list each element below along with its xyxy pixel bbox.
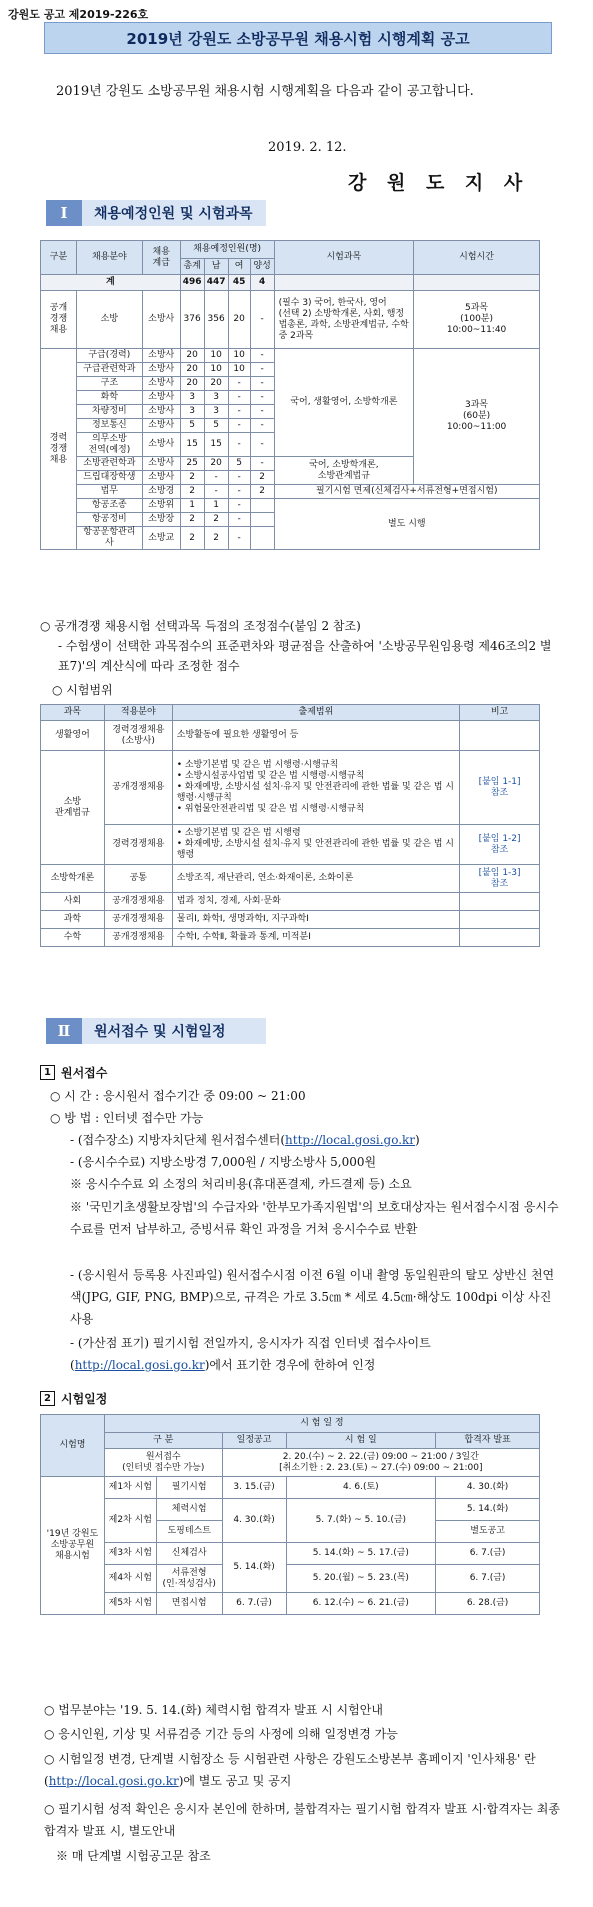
career-both: - <box>250 363 274 377</box>
career-field: 항공운항관리사 <box>76 527 142 550</box>
exam-date: 6. 12.(수) ~ 6. 21.(금) <box>286 1593 436 1615</box>
career-both: 2 <box>250 471 274 485</box>
open-female: 20 <box>228 291 250 349</box>
th-exam-name: 시험명 <box>41 1415 105 1477</box>
scope-field: 공개경쟁채용 <box>104 893 172 911</box>
sum-female: 45 <box>228 275 250 291</box>
career-female: - <box>228 527 250 550</box>
career-total: 1 <box>180 499 204 513</box>
sub2-title: 시험일정 <box>61 1392 108 1406</box>
career-rank: 소방사 <box>142 471 180 485</box>
career-field: 법무 <box>76 485 142 499</box>
scope-range: 소방조직, 재난관리, 연소·화재이론, 소화이론 <box>172 865 459 893</box>
career-total: 20 <box>180 363 204 377</box>
fee-note: ※ 응시수수료 외 소정의 처리비용(휴대폰결제, 카드결제 등) 소요 <box>70 1177 412 1191</box>
exam-item: 면접시험 <box>156 1593 222 1615</box>
th-kind: 구 분 <box>104 1433 222 1449</box>
th-announce: 일정공고 <box>222 1433 286 1449</box>
career-field: 차량정비 <box>76 405 142 419</box>
open-time: 5과목 (100분) 10:00~11:40 <box>414 291 540 349</box>
schedule-table <box>40 1414 540 1615</box>
career-rank: 소방교 <box>142 527 180 550</box>
sub1-number: 1 <box>40 1065 55 1080</box>
career-male: 20 <box>204 377 228 391</box>
announce-date: 3. 15.(금) <box>222 1477 286 1499</box>
scope-subject: 소방학개론 <box>41 865 105 893</box>
career-both: - <box>250 405 274 419</box>
scope-field: 공개경쟁채용 <box>104 929 172 947</box>
career-rank: 소방사 <box>142 419 180 433</box>
career-both <box>250 527 274 550</box>
career-male: 3 <box>204 405 228 419</box>
career-total: 3 <box>180 405 204 419</box>
open-both: - <box>250 291 274 349</box>
law-open-item: • 화재예방, 소방시설 설치·유지 및 안전관리에 관한 법률 및 같은 법 시행령·시행규칙 <box>176 782 454 803</box>
apply-place: - (접수장소) 지방자치단체 원서접수센터(http://local.gosi.go.kr) <box>70 1133 420 1147</box>
law-career-item: • 소방기본법 및 같은 법 시행령 <box>176 828 301 838</box>
apply-method: ○ 방 법 : 인터넷 접수만 가능 <box>50 1111 204 1125</box>
career-rank: 소방사 <box>142 349 180 363</box>
law-open-item: • 소방시설공사업법 및 같은 법 시행령·시행규칙 <box>176 771 365 781</box>
th-subject: 과목 <box>41 705 105 721</box>
scope-subject: 사회 <box>41 893 105 911</box>
career-female: - <box>228 391 250 405</box>
scope-note: [붙임 1-1] 참조 <box>460 751 540 825</box>
th-male: 남 <box>204 259 228 275</box>
section1-number: Ⅰ <box>46 200 82 226</box>
th-both: 양성 <box>250 259 274 275</box>
scope-note: [붙임 1-2] 참조 <box>460 825 540 865</box>
apply-fee: - (응시수수료) 지방소방경 7,000원 / 지방소방사 5,000원 <box>70 1155 377 1169</box>
stage: 제5차 시험 <box>104 1593 156 1615</box>
sum-label: 계 <box>41 275 181 291</box>
career-row <box>41 485 540 499</box>
scope-row <box>41 893 540 911</box>
exam-item: 도핑테스트 <box>156 1521 222 1543</box>
career-male: 5 <box>204 419 228 433</box>
exam-item: 서류전형 (인·적성검사) <box>156 1565 222 1593</box>
career-field: 드립대장학생 <box>76 471 142 485</box>
scope-range: 물리Ⅰ, 화학Ⅰ, 생명과학Ⅰ, 지구과학Ⅰ <box>172 911 459 929</box>
career-female: 10 <box>228 363 250 377</box>
career-total: 20 <box>180 349 204 363</box>
career-female: 5 <box>228 457 250 471</box>
career-total: 25 <box>180 457 204 471</box>
th-range: 출제범위 <box>172 705 459 721</box>
open-subjects: (필수 3) 국어, 한국사, 영어 (선택 2) 소방학개론, 사회, 행정법총론, 과학, 소방관계법규, 수학 중 2과목 <box>274 291 414 349</box>
career-rank: 소방사 <box>142 457 180 471</box>
career-male: 2 <box>204 513 228 527</box>
career-male: 15 <box>204 433 228 457</box>
th-headcount: 채용예정인원(명) <box>180 241 274 259</box>
exam-date: 5. 7.(화) ~ 5. 10.(금) <box>286 1499 436 1543</box>
scope-field: 공통 <box>104 865 172 893</box>
career-field: 화학 <box>76 391 142 405</box>
scope-field: 공개경쟁채용 <box>104 911 172 929</box>
announce-date: 5. 14.(화) <box>222 1543 286 1593</box>
career-female: - <box>228 405 250 419</box>
scope-row <box>41 911 540 929</box>
career-male: 1 <box>204 499 228 513</box>
scope-subject: 생활영어 <box>41 721 105 751</box>
fee-exempt-note: ※ '국민기초생활보장법'의 수급자와 '한부모가족지원법'의 보호대상자는 원서접수시점 응시수수료를 먼저 납부하고, 증빙서류 확인 과정을 거쳐 응시수수료 반환 <box>70 1200 559 1236</box>
scope-table <box>40 704 540 947</box>
scope-row <box>41 751 540 825</box>
exam-item: 체력시험 <box>156 1499 222 1521</box>
scope-note: [붙임 1-3] 참조 <box>460 865 540 893</box>
sched-row <box>41 1543 540 1565</box>
gosi-link[interactable]: http://local.gosi.go.kr <box>48 1774 179 1788</box>
scope-row <box>41 865 540 893</box>
career-field: 구급(경력) <box>76 349 142 363</box>
career-both: 2 <box>250 485 274 499</box>
th-category: 구분 <box>41 241 77 275</box>
section1-header <box>46 200 266 226</box>
th-female: 여 <box>228 259 250 275</box>
open-total: 376 <box>180 291 204 349</box>
career-female: - <box>228 377 250 391</box>
career-both: - <box>250 457 274 471</box>
th-apply-field: 적용분야 <box>104 705 172 721</box>
sum-row <box>41 275 540 291</box>
scope-row <box>41 929 540 947</box>
scope-subject: 수학 <box>41 929 105 947</box>
career-both <box>250 499 274 513</box>
career-subjects-a: 국어, 생활영어, 소방학개론 <box>274 349 414 457</box>
open-rank: 소방사 <box>142 291 180 349</box>
result-date: 5. 14.(화) <box>436 1499 540 1521</box>
career-total: 2 <box>180 527 204 550</box>
career-female: - <box>228 499 250 513</box>
career-total: 2 <box>180 471 204 485</box>
career-both <box>250 513 274 527</box>
th-total: 총계 <box>180 259 204 275</box>
scope-row <box>41 721 540 751</box>
career-rank: 소방사 <box>142 433 180 457</box>
career-group: 경력 경쟁 채용 <box>41 349 77 550</box>
career-female: - <box>228 485 250 499</box>
career-time: 3과목 (60분) 10:00~11:00 <box>414 349 540 485</box>
career-total: 3 <box>180 391 204 405</box>
career-rank: 소방사 <box>142 363 180 377</box>
notice-number: 강원도 공고 제2019-226호 <box>8 8 149 21</box>
career-both: - <box>250 419 274 433</box>
career-field: 소방관련학과 <box>76 457 142 471</box>
stage: 제4차 시험 <box>104 1565 156 1593</box>
career-female: - <box>228 471 250 485</box>
career-row <box>41 499 540 513</box>
sum-male: 447 <box>204 275 228 291</box>
open-field: 소방 <box>76 291 142 349</box>
scope-range: 법과 정치, 경제, 사회·문화 <box>172 893 459 911</box>
announce-date: 4. 30.(화) <box>222 1499 286 1543</box>
section2-title: 원서접수 및 시험일정 <box>82 1018 266 1044</box>
career-total: 2 <box>180 485 204 499</box>
career-row <box>41 349 540 363</box>
career-field: 의무소방 전역(예정) <box>76 433 142 457</box>
announce-date: 6. 7.(금) <box>222 1593 286 1615</box>
th-remark: 비고 <box>460 705 540 721</box>
result-date: 4. 30.(화) <box>436 1477 540 1499</box>
scope-range <box>172 751 459 825</box>
scope-range: 수학Ⅰ, 수학Ⅱ, 확률과 통계, 미적분Ⅰ <box>172 929 459 947</box>
career-field: 정보통신 <box>76 419 142 433</box>
career-both: - <box>250 433 274 457</box>
stage: 제3차 시험 <box>104 1543 156 1565</box>
result-date: 별도공고 <box>436 1521 540 1543</box>
career-field: 구조 <box>76 377 142 391</box>
section2-number: Ⅱ <box>46 1018 82 1044</box>
career-rank: 소방사 <box>142 391 180 405</box>
career-rank: 소방장 <box>142 513 180 527</box>
section1-title: 채용예정인원 및 시험과목 <box>82 200 266 226</box>
career-female: - <box>228 513 250 527</box>
career-field: 구급관련학과 <box>76 363 142 377</box>
apply-label: 원서접수 (인터넷 접수만 가능) <box>104 1449 222 1477</box>
exam-date: 5. 14.(화) ~ 5. 17.(금) <box>286 1543 436 1565</box>
career-male: - <box>204 471 228 485</box>
final-note-law: ○ 법무분야는 '19. 5. 14.(화) 체력시험 합격자 발표 시 시험안내 <box>44 1703 383 1717</box>
career-total: 2 <box>180 513 204 527</box>
law-open-item: • 소방기본법 및 같은 법 시행령·시행규칙 <box>176 760 339 770</box>
final-note-change: ○ 응시인원, 기상 및 서류검증 기간 등의 사정에 의해 일정변경 가능 <box>44 1727 398 1741</box>
career-both: - <box>250 377 274 391</box>
th-exam-day: 시 험 일 <box>286 1433 436 1449</box>
section2-header <box>46 1018 266 1044</box>
sum-total: 496 <box>180 275 204 291</box>
sched-row <box>41 1593 540 1615</box>
career-total: 15 <box>180 433 204 457</box>
scope-label: ○ 시험범위 <box>52 683 113 697</box>
issuer: 강 원 도 지 사 <box>348 172 530 194</box>
gosi-link[interactable]: http://local.gosi.go.kr <box>74 1358 205 1372</box>
result-date: 6. 28.(금) <box>436 1593 540 1615</box>
career-male: 3 <box>204 391 228 405</box>
scope-subject: 과학 <box>41 911 105 929</box>
career-total: 20 <box>180 377 204 391</box>
sched-row <box>41 1477 540 1499</box>
open-male: 356 <box>204 291 228 349</box>
air-note: 별도 시행 <box>274 499 539 550</box>
career-both: - <box>250 391 274 405</box>
career-rank: 소방사 <box>142 377 180 391</box>
career-field: 항공조종 <box>76 499 142 513</box>
career-rank: 소방경 <box>142 485 180 499</box>
career-total: 5 <box>180 419 204 433</box>
career-field: 항공정비 <box>76 513 142 527</box>
recruit-table <box>40 240 540 550</box>
stage: 제2차 시험 <box>104 1499 156 1543</box>
career-rank: 소방위 <box>142 499 180 513</box>
final-note-score: ○ 필기시험 성적 확인은 응시자 본인에 한하며, 불합격자는 필기시험 합격자 발표 시·합격자는 최종합격자 발표 시, 별도안내 <box>44 1802 560 1838</box>
sub1-title: 원서접수 <box>61 1066 108 1080</box>
exam-name: '19년 강원도 소방공무원 채용시험 <box>41 1477 105 1615</box>
scope-subject: 소방 관계법규 <box>41 751 105 865</box>
career-rank: 소방사 <box>142 405 180 419</box>
career-male: 10 <box>204 349 228 363</box>
career-male: 20 <box>204 457 228 471</box>
apply-time: ○ 시 간 : 응시원서 접수기간 중 09:00 ~ 21:00 <box>50 1089 306 1103</box>
sched-row <box>41 1499 540 1521</box>
exam-date: 4. 6.(토) <box>286 1477 436 1499</box>
bonus-notation: - (가산점 표기) 필기시험 전일까지, 응시자가 직접 인터넷 접수사이트(http://local.gosi.go.kr)에서 표기한 경우에 한하여 인정 <box>70 1336 431 1372</box>
career-female: - <box>228 419 250 433</box>
career-male: 2 <box>204 527 228 550</box>
result-date: 6. 7.(금) <box>436 1565 540 1593</box>
scope-row <box>41 825 540 865</box>
career-male: - <box>204 485 228 499</box>
open-group: 공개 경쟁 채용 <box>41 291 77 349</box>
career-female: - <box>228 433 250 457</box>
final-note-ref: ※ 매 단계별 시험공고문 참조 <box>56 1849 211 1863</box>
law-career-item: • 화재예방, 소방시설 설치·유지 및 안전관리에 관한 법률 및 같은 법 시행령 <box>176 839 454 860</box>
career-female: 10 <box>228 349 250 363</box>
career-subjects-b: 국어, 소방학개론, 소방관계법규 <box>274 457 414 485</box>
gosi-link[interactable]: http://local.gosi.go.kr <box>285 1133 416 1147</box>
th-schedule: 시 험 일 정 <box>104 1415 539 1433</box>
notice-date: 2019. 2. 12. <box>268 140 347 155</box>
scope-field: 경력경쟁채용 <box>104 825 172 865</box>
scope-field: 경력경쟁채용 (소방사) <box>104 721 172 751</box>
final-note-website: ○ 시험일정 변경, 단계별 시험장소 등 시험관련 사항은 강원도소방본부 홈페이지 '인사채용' 란(http://local.gosi.go.kr)에 별도 공고 및 공지 <box>44 1752 536 1788</box>
career-both: - <box>250 349 274 363</box>
apply-period: 2. 20.(수) ~ 2. 22.(금) 09:00 ~ 21:00 / 3일간 [취소기한 : 2. 23.(토) ~ 27.(수) 09:00 ~ 21:00] <box>222 1449 539 1477</box>
th-result: 합격자 발표 <box>436 1433 540 1449</box>
law-open-item: • 위험물안전관리법 및 같은 법 시행령·시행규칙 <box>176 804 365 814</box>
sched-apply-row <box>41 1449 540 1477</box>
sched-row <box>41 1565 540 1593</box>
sub2-number: 2 <box>40 1391 55 1406</box>
law-note: 필기시험 면제(신체검사+서류전형+면접시험) <box>274 485 539 499</box>
th-field: 채용분야 <box>76 241 142 275</box>
th-subjects: 시험과목 <box>274 241 414 275</box>
th-rank: 채용 계급 <box>142 241 180 275</box>
stage: 제1차 시험 <box>104 1477 156 1499</box>
adjusted-score-detail: - 수험생이 선택한 과목점수의 표준편차와 평균점을 산출하여 '소방공무원임용령 제46조의2 별표7)'의 계산식에 따라 조정한 점수 <box>58 639 552 673</box>
scope-field: 공개경쟁채용 <box>104 751 172 825</box>
scope-range: 소방활동에 필요한 생활영어 등 <box>172 721 459 751</box>
open-row <box>41 291 540 349</box>
intro-text: 2019년 강원도 소방공무원 채용시험 시행계획을 다음과 같이 공고합니다. <box>56 84 474 99</box>
sum-both: 4 <box>250 275 274 291</box>
adjusted-score-note: ○ 공개경쟁 채용시험 선택과목 득점의 조정점수(붙임 2 참조) <box>40 619 361 633</box>
exam-item: 신체검사 <box>156 1543 222 1565</box>
sub2-heading <box>40 1390 107 1407</box>
scope-range <box>172 825 459 865</box>
notice-title: 2019년 강원도 소방공무원 채용시험 시행계획 공고 <box>44 22 552 54</box>
th-time: 시험시간 <box>414 241 540 275</box>
result-date: 6. 7.(금) <box>436 1543 540 1565</box>
photo-rule: - (응시원서 등록용 사진파일) 원서접수시점 이전 6월 이내 촬영 동일원판의 탈모 상반신 천연색(JPG, GIF, PNG, BMP)으로, 규격은 가로 3.5㎝ * 세로 4.5㎝·해상도 100dpi 이상 사진사용 <box>70 1268 555 1326</box>
exam-item: 필기시험 <box>156 1477 222 1499</box>
career-male: 10 <box>204 363 228 377</box>
exam-date: 5. 20.(월) ~ 5. 23.(목) <box>286 1565 436 1593</box>
sub1-heading <box>40 1064 107 1081</box>
